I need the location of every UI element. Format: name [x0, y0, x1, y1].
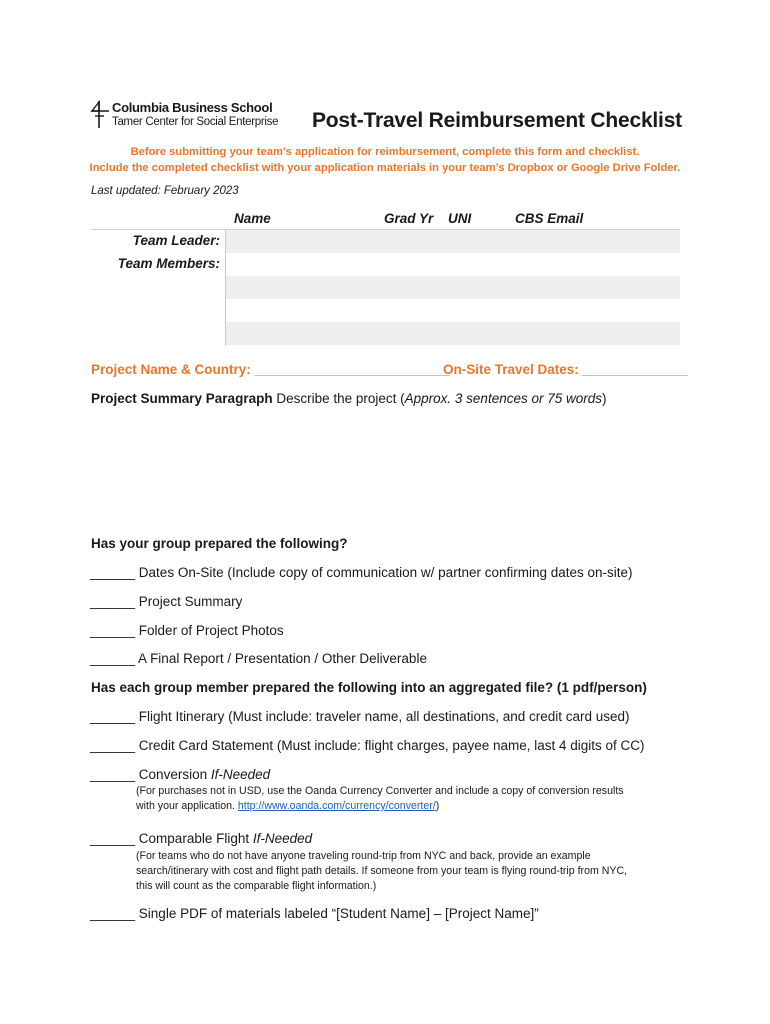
header-name: Name: [234, 211, 271, 226]
header-grad-yr: Grad Yr: [384, 211, 434, 226]
intro-line-1: Before submitting your team’s application for reimbursement, complete this form and checklist.: [130, 146, 640, 158]
checklist-item-photos[interactable]: ______ Folder of Project Photos: [90, 623, 284, 638]
comparable-label: ______ Comparable Flight: [90, 831, 253, 846]
checklist-item-flight-itinerary[interactable]: ______ Flight Itinerary (Must include: traveler name, all destinations, and credit card used): [90, 709, 630, 724]
comparable-note-line-2: search/itinerary with cost and flight path details. If someone from your team is flying round-trip from NYC,: [136, 865, 628, 877]
conversion-if-needed: If-Needed: [210, 767, 271, 782]
group-section-heading: Has your group prepared the following?: [91, 536, 348, 551]
conversion-note-line-1: (For purchases not in USD, use the Oanda Currency Converter and include a copy of conversion results: [136, 785, 624, 797]
comparable-if-needed: If-Needed: [252, 831, 313, 846]
team-members-label: Team Members:: [117, 256, 220, 271]
conversion-note-line-2: [136, 799, 439, 814]
team-leader-row[interactable]: [226, 230, 680, 253]
comparable-note-line-3: this will count as the comparable flight information.): [136, 880, 377, 892]
project-summary-limit: Approx. 3 sentences or 75 words: [404, 391, 602, 406]
conversion-note-close: ): [435, 800, 440, 812]
logo-school-name: Columbia Business School: [112, 100, 273, 115]
member-section-heading: Has each group member prepared the following into an aggregated file? (1 pdf/person): [91, 680, 647, 695]
team-leader-label: Team Leader:: [132, 233, 220, 248]
team-member-row[interactable]: [226, 299, 680, 322]
table-divider: [225, 229, 226, 346]
logo-center-name: Tamer Center for Social Enterprise: [112, 116, 279, 128]
project-summary-prompt: [91, 391, 607, 406]
checklist-item-conversion[interactable]: [90, 767, 270, 782]
checklist-item-final-report[interactable]: ______ A Final Report / Presentation / Other Deliverable: [90, 651, 427, 666]
checklist-item-single-pdf[interactable]: ______ Single PDF of materials labeled “[Student Name] – [Project Name]”: [90, 906, 539, 921]
checklist-item-comparable-flight[interactable]: [90, 831, 312, 846]
checklist-item-dates-onsite[interactable]: ______ Dates On-Site (Include copy of communication w/ partner confirming dates on-site): [90, 565, 633, 580]
comparable-note-line-1: (For teams who do not have anyone traveling round-trip from NYC and back, provide an example: [136, 850, 591, 862]
project-summary-text: Describe the project (: [272, 391, 405, 406]
header-uni: UNI: [448, 211, 472, 226]
project-summary-close: ): [602, 391, 607, 406]
onsite-travel-dates-field[interactable]: On-Site Travel Dates: ______________: [443, 362, 688, 377]
last-updated: Last updated: February 2023: [91, 185, 239, 197]
conversion-label: ______ Conversion: [90, 767, 211, 782]
checklist-item-project-summary[interactable]: ______ Project Summary: [90, 594, 243, 609]
header-cbs-email: CBS Email: [515, 211, 584, 226]
crown-icon: [90, 99, 110, 129]
oanda-link[interactable]: http://www.oanda.com/currency/converter/: [237, 800, 436, 812]
team-member-row[interactable]: [226, 253, 680, 276]
conversion-note-text: with your application.: [136, 800, 238, 812]
page-title: Post-Travel Reimbursement Checklist: [312, 109, 682, 132]
team-member-row[interactable]: [226, 322, 680, 345]
checklist-item-credit-card[interactable]: ______ Credit Card Statement (Must include: flight charges, payee name, last 4 digits of CC): [90, 738, 645, 753]
cbs-logo: [90, 99, 300, 131]
project-name-country-field[interactable]: Project Name & Country: __________________________: [91, 362, 450, 377]
project-summary-label: Project Summary Paragraph: [91, 391, 273, 406]
intro-line-2: Include the completed checklist with your application materials in your team’s Dropbox or Google Drive Folder.: [89, 162, 681, 174]
team-member-row[interactable]: [226, 276, 680, 299]
